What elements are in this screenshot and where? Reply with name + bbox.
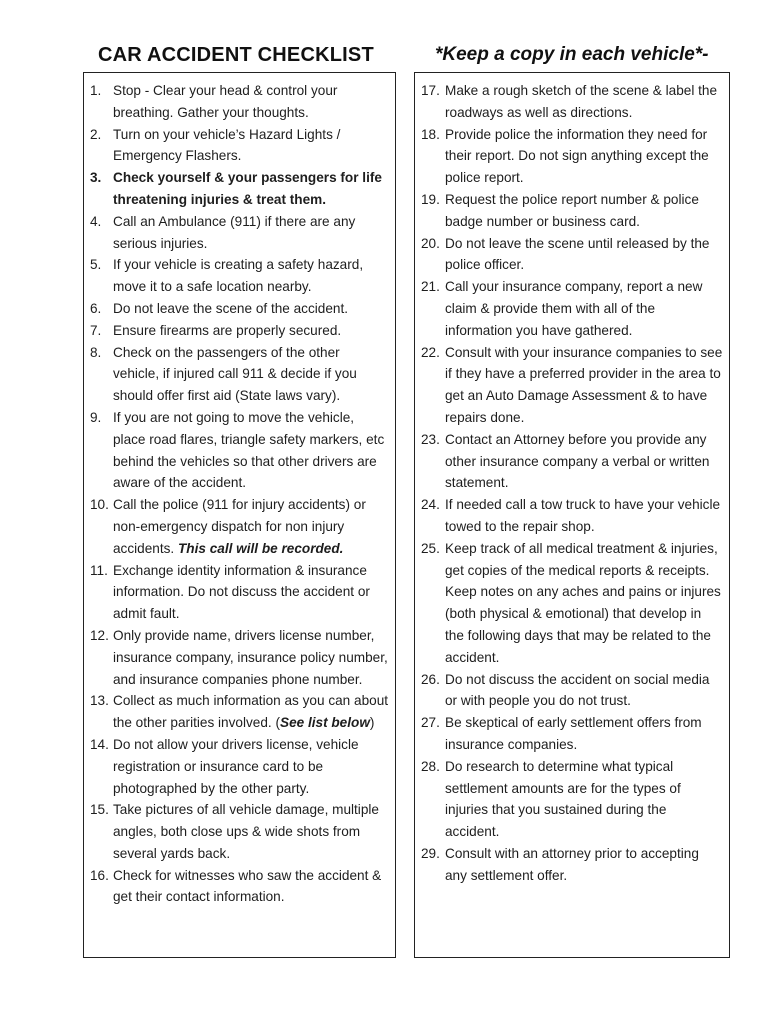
checklist-item-text	[445, 80, 723, 124]
checklist-item-text	[113, 734, 389, 799]
checklist-item-number: 25.	[421, 540, 440, 556]
checklist-column-left	[83, 72, 396, 958]
checklist-item-number: 26.	[421, 671, 440, 687]
checklist-item-emphasis: This call will be recorded.	[178, 540, 344, 556]
checklist-item-main-text: If your vehicle is creating a safety hazard, move it to a safe location nearby.	[113, 257, 364, 295]
checklist-item-main-text: Only provide name, drivers license number, insurance company, insurance policy number, and insurance companies phone number.	[113, 627, 388, 687]
checklist-item-main-text: Do not leave the scene until released by the police officer.	[445, 235, 710, 273]
checklist-item-text	[445, 429, 723, 494]
checklist-item-suffix: )	[369, 715, 375, 731]
checklist-item-main-text: Take pictures of all vehicle damage, multiple angles, both close ups & wide shots from several yards back.	[113, 802, 379, 861]
checklist-item	[90, 625, 389, 690]
checklist-item-text	[445, 712, 723, 756]
checklist-item	[421, 538, 723, 669]
checklist-item-main-text: If you are not going to move the vehicle, place road flares, triangle safety markers, etc behind the vehicles so that other drivers are aware of the accident.	[113, 409, 385, 491]
checklist-item-number: 14.	[90, 736, 109, 752]
checklist-item	[421, 233, 723, 277]
checklist-item-text	[113, 407, 389, 494]
checklist-item	[90, 167, 389, 211]
checklist-item	[421, 80, 723, 124]
checklist-item-main-text: Keep track of all medical treatment & injuries, get copies of the medical reports & receipts. Keep notes on any aches and pains or injures (both physical & emotional) that develop in the following days that may be related to the accident.	[445, 540, 721, 665]
checklist-item-text	[113, 690, 389, 734]
checklist-item-main-text: Do not leave the scene of the accident.	[113, 300, 349, 316]
checklist-item-number: 10.	[90, 497, 109, 513]
checklist-item-number: 7.	[90, 322, 102, 338]
checklist-item-main-text: Stop - Clear your head & control your breathing. Gather your thoughts.	[113, 83, 338, 120]
checklist-item-text	[445, 342, 723, 429]
checklist-item-text	[445, 756, 723, 843]
checklist-item	[421, 342, 723, 429]
checklist-item	[421, 124, 723, 189]
page-subtitle: *Keep a copy in each vehicle*-	[435, 44, 709, 65]
checklist-item-number: 24.	[421, 497, 440, 513]
checklist-item-number: 13.	[90, 693, 109, 709]
checklist-item	[90, 560, 389, 625]
checklist-item-number: 8.	[90, 344, 102, 360]
checklist-item-text	[445, 233, 723, 277]
checklist-item	[421, 189, 723, 233]
checklist-item-text	[113, 560, 389, 625]
checklist-item-main-text: Call the police (911 for injury accidents) or non-emergency dispatch for non injury accidents.	[113, 497, 366, 556]
checklist-item-main-text: Call your insurance company, report a new claim & provide them with all of the information you have gathered.	[445, 279, 703, 338]
checklist-item-main-text: Check yourself & your passengers for life threatening injuries & treat them.	[113, 170, 382, 207]
checklist-item-number: 12.	[90, 627, 109, 643]
checklist-item-number: 16.	[90, 867, 109, 883]
checklist-item	[90, 734, 389, 799]
checklist-item-number: 23.	[421, 431, 440, 447]
checklist-item	[421, 756, 723, 843]
checklist-item	[421, 712, 723, 756]
checklist-item-number: 20.	[421, 235, 440, 251]
checklist-item-number: 1.	[90, 83, 102, 98]
checklist-item	[90, 320, 389, 342]
checklist-item-number: 22.	[421, 344, 440, 360]
checklist-item-number: 2.	[90, 126, 102, 142]
checklist-item-number: 3.	[90, 170, 102, 186]
checklist-item-main-text: Contact an Attorney before you provide any other insurance company a verbal or written statement.	[445, 431, 710, 491]
checklist-item	[90, 799, 389, 864]
checklist-item-number: 9.	[90, 409, 102, 425]
checklist-item-main-text: Make a rough sketch of the scene & label the roadways as well as directions.	[445, 83, 718, 120]
checklist-item-main-text: Call an Ambulance (911) if there are any serious injuries.	[113, 213, 356, 251]
checklist-item-number: 19.	[421, 191, 440, 207]
checklist-item-number: 18.	[421, 126, 440, 142]
page-title: CAR ACCIDENT CHECKLIST	[98, 44, 374, 66]
checklist-column-right	[414, 72, 730, 958]
checklist-right	[421, 80, 723, 886]
checklist-item-text	[445, 494, 723, 538]
checklist-item-text	[445, 538, 723, 669]
checklist-item-text	[113, 254, 389, 298]
checklist-item-number: 11.	[90, 562, 108, 578]
checklist-item-text	[113, 342, 389, 407]
checklist-item	[421, 429, 723, 494]
checklist-item-number: 27.	[421, 715, 440, 731]
checklist-item	[90, 407, 389, 494]
checklist-item	[90, 865, 389, 909]
checklist-item-text	[113, 211, 389, 255]
checklist-item-main-text: Consult with your insurance companies to see if they have a preferred provider in the area to get an Auto Damage Assessment & to have repairs done.	[445, 344, 723, 425]
checklist-item-number: 15.	[90, 802, 109, 818]
checklist-item-main-text: Turn on your vehicle’s Hazard Lights / Emergency Flashers.	[113, 126, 341, 164]
checklist-item	[90, 80, 389, 124]
checklist-item	[90, 124, 389, 168]
checklist-item	[421, 843, 723, 887]
checklist-item	[421, 669, 723, 713]
checklist-item-main-text: Request the police report number & police badge number or business card.	[445, 191, 699, 229]
checklist-item-text	[445, 276, 723, 341]
checklist-item-main-text: Check for witnesses who saw the accident & get their contact information.	[113, 867, 382, 905]
checklist-item-text	[445, 189, 723, 233]
checklist-item	[90, 342, 389, 407]
checklist-item-number: 17.	[421, 83, 440, 98]
checklist-item	[90, 494, 389, 559]
checklist-item-number: 6.	[90, 300, 102, 316]
checklist-item-main-text: Do not discuss the accident on social media or with people you do not trust.	[445, 671, 710, 709]
checklist-item-text	[445, 669, 723, 713]
checklist-item-main-text: If needed call a tow truck to have your vehicle towed to the repair shop.	[445, 497, 721, 534]
checklist-item	[90, 211, 389, 255]
checklist-item-text	[113, 625, 389, 690]
checklist-item-text	[113, 320, 389, 342]
checklist-item	[421, 494, 723, 538]
checklist-item-text	[113, 80, 389, 124]
checklist-item	[90, 690, 389, 734]
checklist-item-number: 21.	[421, 279, 440, 295]
checklist-item	[90, 254, 389, 298]
checklist-item-main-text: Collect as much information as you can about the other parities involved. (	[113, 693, 389, 731]
checklist-item-text	[113, 124, 389, 168]
checklist-item	[90, 298, 389, 320]
checklist-item-number: 29.	[421, 845, 440, 861]
checklist-item-text	[113, 167, 389, 211]
checklist-item-number: 4.	[90, 213, 102, 229]
checklist-item-main-text: Do research to determine what typical settlement amounts are for the types of injuries that you sustained during the accident.	[445, 758, 681, 840]
checklist-item-main-text: Provide police the information they need for their report. Do not sign anything except the police report.	[445, 126, 709, 186]
checklist-item-main-text: Be skeptical of early settlement offers from insurance companies.	[445, 715, 702, 752]
checklist-item-text	[113, 298, 389, 320]
checklist-item-main-text: Ensure firearms are properly secured.	[113, 322, 342, 338]
checklist-item-number: 5.	[90, 257, 102, 273]
checklist-item-emphasis: See list below	[280, 715, 370, 731]
checklist-item-text	[113, 799, 389, 864]
checklist-item-number: 28.	[421, 758, 440, 774]
checklist-item-text	[113, 494, 389, 559]
checklist-item-main-text: Exchange identity information & insurance information. Do not discuss the accident or admit fault.	[113, 562, 370, 622]
checklist-item-text	[445, 843, 723, 887]
checklist-item-main-text: Check on the passengers of the other vehicle, if injured call 911 & decide if you should offer first aid (State laws vary).	[113, 344, 357, 404]
checklist-item-main-text: Do not allow your drivers license, vehicle registration or insurance card to be photographed by the other party.	[113, 736, 359, 796]
checklist-item-main-text: Consult with an attorney prior to accepting any settlement offer.	[445, 845, 699, 883]
checklist-left	[90, 80, 389, 908]
checklist-item-text	[113, 865, 389, 909]
checklist-item	[421, 276, 723, 341]
checklist-item-text	[445, 124, 723, 189]
